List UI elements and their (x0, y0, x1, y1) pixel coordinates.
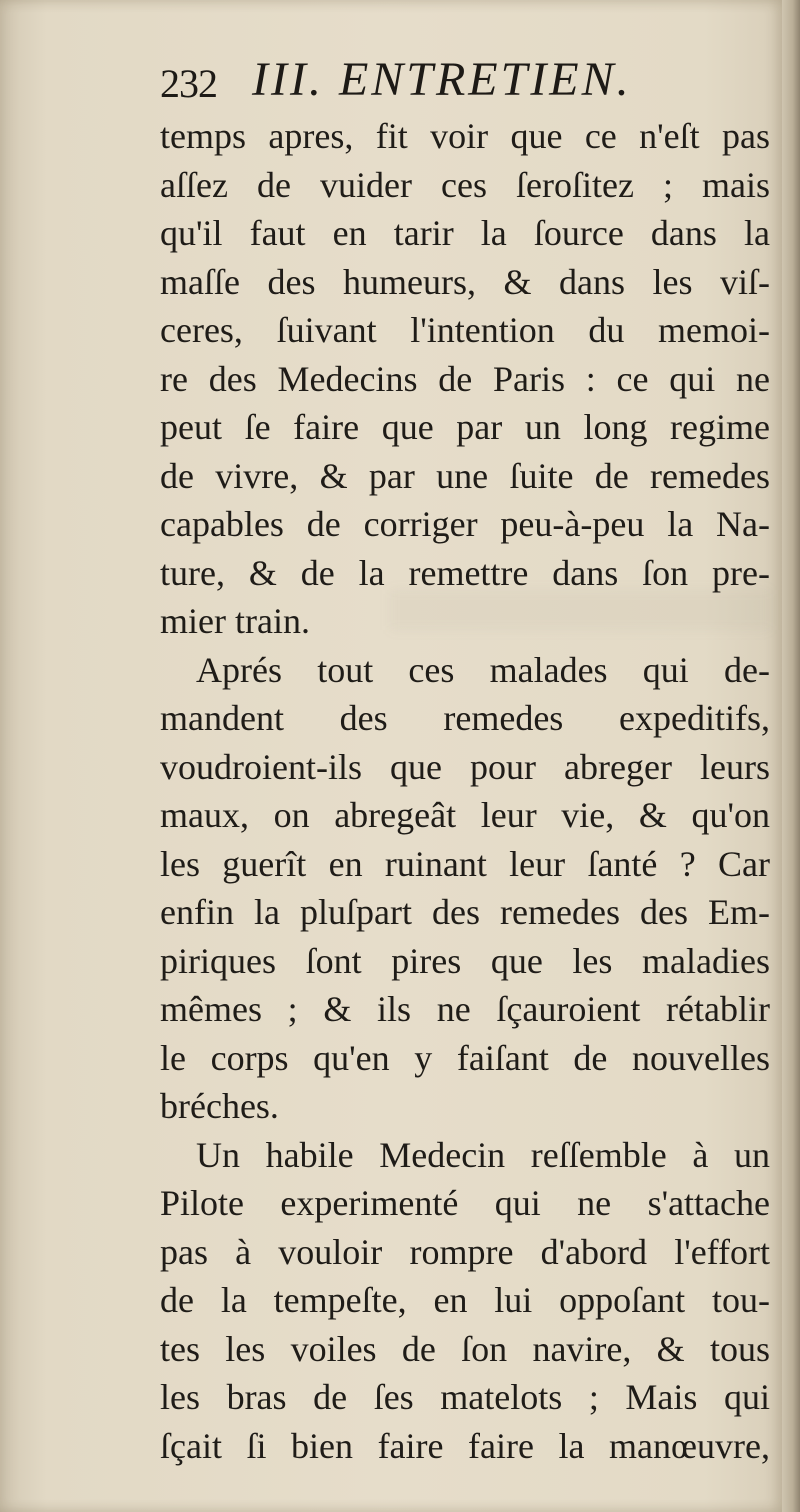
text-line: temps apres, fit voir que ce n'eſt pas (160, 116, 770, 156)
text-line: piriques ſont pires que les maladies (160, 940, 770, 981)
text-line: le corps qu'en y faiſant de nouvelles (160, 1037, 770, 1078)
text-line: ture, & de la remettre dans ſon pre- (160, 552, 770, 593)
text-line: maux, on abregeât leur vie, & qu'on (160, 795, 770, 835)
text-line: qu'il faut en tarir la ſource dans la (160, 213, 770, 253)
text-line: maſſe des humeurs, & dans les viſ- (160, 261, 770, 302)
text-line: re des Medecins de Paris : ce qui ne (160, 358, 770, 399)
text-line: de vivre, & par une ſuite de remedes (160, 455, 770, 496)
page-edge (782, 0, 800, 1512)
text-line: mêmes ; & ils ne ſçauroient rétablir (160, 989, 770, 1029)
text-line: aſſez de vuider ces ſeroſitez ; mais (160, 164, 770, 205)
text-line: les bras de ſes matelots ; Mais qui (160, 1377, 770, 1417)
text-line: de la tempeſte, en lui oppoſant tou- (160, 1280, 770, 1320)
text-line: mandent des remedes expeditifs, (160, 698, 770, 738)
text-line: ſçait ſi bien faire faire la manœuvre, (160, 1425, 770, 1466)
text-line: capables de corriger peu-à-peu la Na- (160, 504, 770, 544)
text-line: Pilote experimenté qui ne s'attache (160, 1183, 770, 1223)
page-header (160, 52, 720, 112)
text-line: Aprés tout ces malades qui de- (196, 649, 770, 690)
paragraph (160, 646, 770, 1131)
running-head: III. ENTRETIEN. (252, 53, 632, 106)
body-text (160, 112, 770, 1470)
text-line: mier train. (160, 601, 310, 641)
text-line: Un habile Medecin reſſemble à un (196, 1134, 770, 1175)
text-line: pas à vouloir rompre d'abord l'effort (160, 1231, 770, 1272)
text-line: les guerît en ruinant leur ſanté ? Car (160, 843, 770, 884)
text-line: peut ſe faire que par un long regime (160, 407, 770, 447)
text-line: bréches. (160, 1086, 279, 1126)
page-number: 232 (160, 61, 217, 106)
text-line: tes les voiles de ſon navire, & tous (160, 1328, 770, 1369)
text-line: voudroient-ils que pour abreger leurs (160, 746, 770, 787)
paragraph (160, 1131, 770, 1471)
text-line: enfin la pluſpart des remedes des Em- (160, 892, 770, 932)
text-line: ceres, ſuivant l'intention du memoi- (160, 310, 770, 350)
paragraph (160, 112, 770, 646)
